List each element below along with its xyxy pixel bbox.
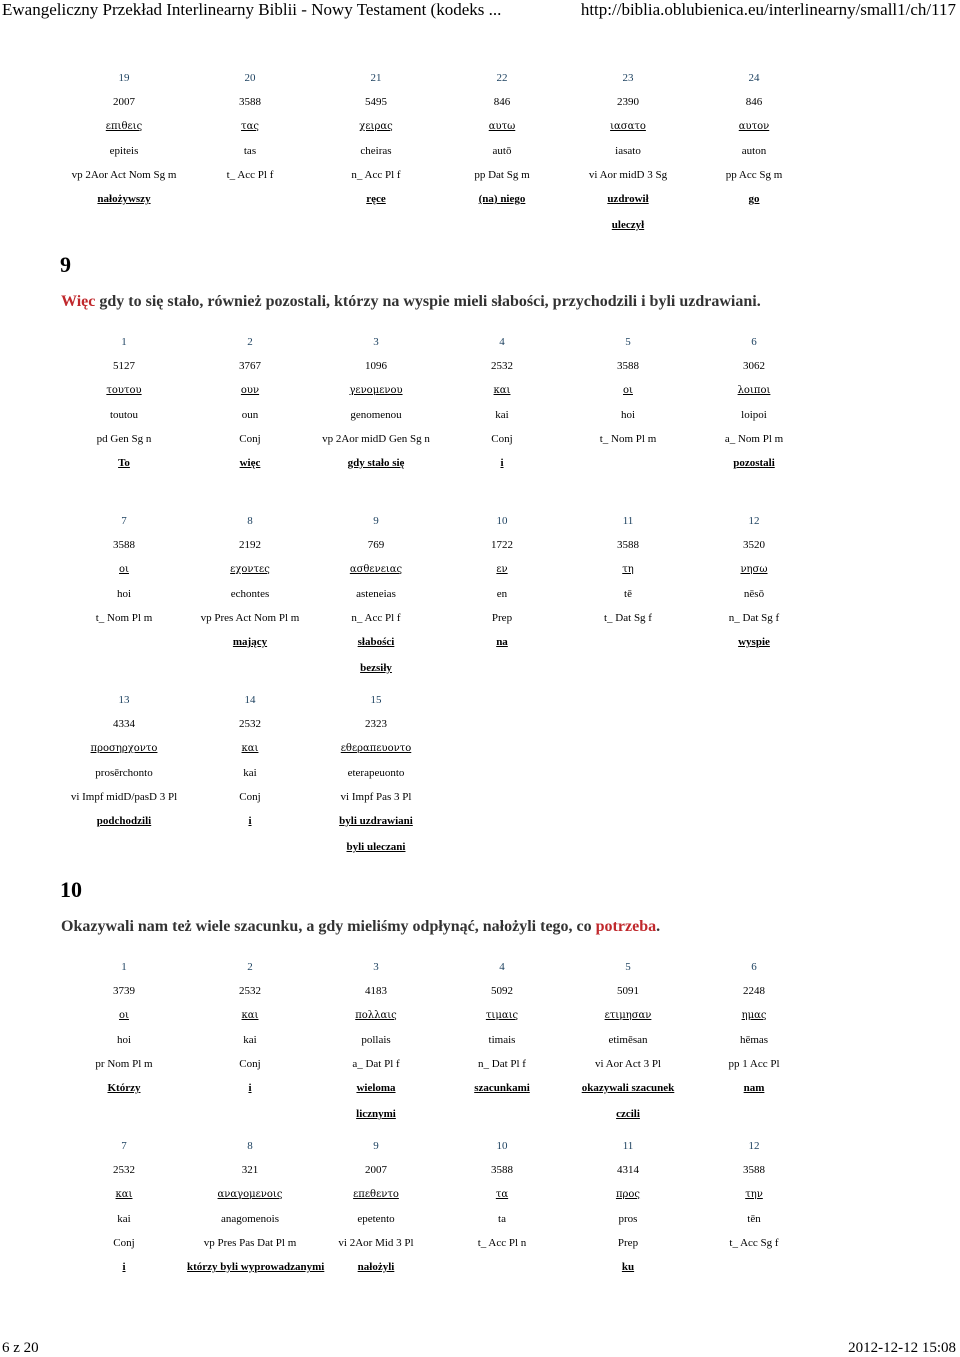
verse-text-pre: Okazywali nam też wiele szacunku, a gdy mieliśmy odpłynąć, nałożyli tego, co bbox=[61, 918, 596, 935]
morphology: a_ Nom Pl m bbox=[724, 432, 784, 445]
word-number-row bbox=[61, 1134, 817, 1158]
greek-word[interactable]: νησω bbox=[740, 563, 768, 575]
polish-translation[interactable]: ręce bbox=[366, 193, 386, 206]
greek-word-row bbox=[61, 114, 817, 138]
word-number: 9 bbox=[373, 515, 379, 528]
verse-text-highlight: potrzeba bbox=[595, 918, 657, 935]
strong-number: 3520 bbox=[743, 539, 765, 552]
word-number: 5 bbox=[625, 336, 631, 349]
transliteration: eterapeuonto bbox=[347, 766, 405, 779]
morphology: Conj bbox=[113, 1236, 135, 1249]
transliteration-row bbox=[61, 1207, 817, 1231]
transliteration: tas bbox=[243, 144, 257, 157]
morphology: vi Impf Pas 3 Pl bbox=[340, 790, 412, 803]
strong-number: 3588 bbox=[239, 96, 261, 109]
interlinear-block bbox=[61, 688, 817, 854]
morphology: Prep bbox=[491, 611, 513, 624]
strong-number: 2007 bbox=[365, 1164, 387, 1177]
transliteration: kai bbox=[243, 1033, 257, 1046]
greek-word[interactable]: τα bbox=[495, 1188, 509, 1200]
transliteration: hoi bbox=[116, 587, 132, 600]
greek-word[interactable]: εχοντες bbox=[230, 563, 270, 575]
greek-word[interactable]: λοιποι bbox=[737, 384, 771, 396]
strong-number: 3767 bbox=[239, 360, 261, 373]
strong-number: 1096 bbox=[365, 360, 387, 373]
transliteration: tē bbox=[624, 587, 632, 600]
morphology: vi 2Aor Mid 3 Pl bbox=[338, 1236, 414, 1249]
greek-word[interactable]: και bbox=[493, 384, 511, 396]
verse-text bbox=[61, 918, 660, 936]
polish-translation[interactable]: więc bbox=[239, 457, 261, 470]
word-number-row bbox=[61, 688, 817, 712]
strong-number: 3588 bbox=[617, 539, 639, 552]
word-number: 9 bbox=[373, 1140, 379, 1153]
word-number-row bbox=[61, 330, 817, 354]
interlinear-block bbox=[61, 66, 817, 232]
greek-word[interactable]: αυτον bbox=[738, 120, 770, 132]
polish-translation[interactable]: wyspie bbox=[738, 636, 770, 649]
greek-word[interactable]: ημας bbox=[741, 1009, 767, 1021]
morphology-row bbox=[61, 1231, 817, 1255]
greek-word[interactable]: τιμαις bbox=[485, 1009, 519, 1021]
morphology: vi Impf midD/pasD 3 Pl bbox=[70, 790, 178, 803]
word-number: 24 bbox=[748, 72, 760, 85]
word-number: 22 bbox=[496, 72, 508, 85]
polish-translation[interactable]: (na) niego bbox=[478, 193, 526, 206]
morphology: Conj bbox=[239, 432, 261, 445]
greek-word-row bbox=[61, 1003, 817, 1027]
transliteration: kai bbox=[495, 408, 509, 421]
transliteration: hēmas bbox=[739, 1033, 769, 1046]
polish-translation[interactable]: i bbox=[500, 457, 504, 470]
polish-translation[interactable]: mający bbox=[232, 636, 268, 649]
strong-number: 5091 bbox=[617, 985, 639, 998]
verse-text-highlight: Więc bbox=[61, 293, 96, 310]
transliteration: pollais bbox=[361, 1033, 391, 1046]
greek-word[interactable]: και bbox=[241, 1009, 259, 1021]
word-number: 5 bbox=[625, 961, 631, 974]
greek-word[interactable]: προσηρχοντο bbox=[90, 742, 158, 754]
transliteration: epetento bbox=[357, 1212, 395, 1225]
morphology: a_ Dat Pl f bbox=[352, 1057, 400, 1070]
strong-number: 2007 bbox=[113, 96, 135, 109]
transliteration: echontes bbox=[230, 587, 270, 600]
strong-number-row bbox=[61, 533, 817, 557]
transliteration: etimēsan bbox=[608, 1033, 648, 1046]
greek-word[interactable]: τας bbox=[241, 120, 259, 132]
strong-number: 2192 bbox=[239, 539, 261, 552]
polish-translation-row bbox=[61, 1255, 817, 1279]
strong-number: 3062 bbox=[743, 360, 765, 373]
polish-translation-row bbox=[61, 1076, 817, 1100]
word-number-row bbox=[61, 955, 817, 979]
verse-number: 10 bbox=[60, 877, 82, 902]
greek-word[interactable]: τουτου bbox=[106, 384, 142, 396]
polish-translation[interactable]: ku bbox=[621, 1261, 635, 1274]
greek-word-row bbox=[61, 1182, 817, 1206]
transliteration: cheiras bbox=[360, 144, 392, 157]
greek-word[interactable]: την bbox=[745, 1188, 763, 1200]
transliteration: hoi bbox=[116, 1033, 132, 1046]
strong-number: 5127 bbox=[113, 360, 135, 373]
interlinear-block bbox=[61, 1134, 817, 1279]
transliteration: hoi bbox=[620, 408, 636, 421]
polish-translation-row bbox=[61, 451, 817, 475]
word-number: 1 bbox=[121, 961, 127, 974]
greek-word[interactable]: επεθεντο bbox=[353, 1188, 399, 1200]
strong-number-row bbox=[61, 90, 817, 114]
strong-number: 2532 bbox=[113, 1164, 135, 1177]
morphology-row bbox=[61, 606, 817, 630]
word-number: 11 bbox=[622, 1140, 634, 1153]
greek-word-row bbox=[61, 378, 817, 402]
word-number: 3 bbox=[373, 336, 379, 349]
polish-translation[interactable]: nam bbox=[743, 1082, 765, 1095]
alternate-translation[interactable]: bezsiły bbox=[360, 662, 392, 675]
transliteration: iasato bbox=[615, 144, 641, 157]
interlinear-block bbox=[61, 330, 817, 475]
transliteration: autō bbox=[492, 144, 512, 157]
interlinear-block bbox=[61, 955, 817, 1121]
word-number: 8 bbox=[247, 1140, 253, 1153]
greek-word[interactable]: εθεραπευοντο bbox=[340, 742, 412, 754]
strong-number: 2390 bbox=[617, 96, 639, 109]
transliteration: toutou bbox=[109, 408, 139, 421]
morphology: Conj bbox=[239, 1057, 261, 1070]
polish-translation[interactable]: okazywali szacunek bbox=[581, 1082, 675, 1095]
strong-number: 3588 bbox=[743, 1164, 765, 1177]
strong-number: 846 bbox=[745, 96, 763, 109]
word-number: 13 bbox=[118, 694, 130, 707]
alternate-translation[interactable]: byli uleczani bbox=[346, 841, 406, 854]
transliteration-row bbox=[61, 582, 817, 606]
polish-translation[interactable]: pozostali bbox=[733, 457, 775, 470]
transliteration: ta bbox=[498, 1212, 506, 1225]
morphology: t_ Acc Pl n bbox=[477, 1236, 527, 1249]
morphology: t_ Acc Pl f bbox=[226, 168, 274, 181]
polish-translation[interactable]: To bbox=[118, 457, 130, 470]
alternate-translation[interactable]: licznymi bbox=[356, 1108, 396, 1121]
word-number: 6 bbox=[751, 336, 757, 349]
strong-number-row bbox=[61, 354, 817, 378]
strong-number: 846 bbox=[493, 96, 511, 109]
morphology: vi Aor Act 3 Pl bbox=[594, 1057, 661, 1070]
polish-translation[interactable]: którzy byli wyprowadzanymi bbox=[187, 1261, 325, 1274]
polish-translation[interactable]: nałożyli bbox=[357, 1261, 395, 1274]
morphology: vp 2Aor Act Nom Sg m bbox=[71, 168, 177, 181]
morphology: pd Gen Sg n bbox=[96, 432, 152, 445]
morphology: n_ Acc Pl f bbox=[351, 611, 401, 624]
strong-number: 3588 bbox=[617, 360, 639, 373]
morphology: n_ Dat Pl f bbox=[478, 1057, 526, 1070]
word-number: 3 bbox=[373, 961, 379, 974]
greek-word[interactable]: προς bbox=[615, 1188, 641, 1200]
word-number: 4 bbox=[499, 961, 505, 974]
transliteration: timais bbox=[488, 1033, 516, 1046]
alternate-translation[interactable]: czcili bbox=[616, 1108, 640, 1121]
greek-word[interactable]: τη bbox=[622, 563, 634, 575]
word-number: 2 bbox=[247, 961, 253, 974]
transliteration: epiteis bbox=[109, 144, 139, 157]
morphology: Conj bbox=[491, 432, 513, 445]
polish-translation[interactable]: i bbox=[248, 815, 252, 828]
footer-datetime: 2012-12-12 15:08 bbox=[848, 1340, 956, 1356]
transliteration-row bbox=[61, 403, 817, 427]
word-number: 14 bbox=[244, 694, 256, 707]
morphology-row bbox=[61, 785, 817, 809]
greek-word[interactable]: γενομενου bbox=[349, 384, 403, 396]
footer-page-count: 6 z 20 bbox=[2, 1340, 39, 1356]
polish-translation[interactable]: słabości bbox=[357, 636, 395, 649]
morphology: pp Acc Sg m bbox=[725, 168, 783, 181]
morphology: t_ Dat Sg f bbox=[604, 611, 652, 624]
strong-number: 4334 bbox=[113, 718, 135, 731]
morphology: t_ Nom Pl m bbox=[95, 611, 153, 624]
morphology: Conj bbox=[239, 790, 261, 803]
word-number: 15 bbox=[370, 694, 382, 707]
word-number-row bbox=[61, 66, 817, 90]
interlinear-block bbox=[61, 509, 817, 675]
transliteration: loipoi bbox=[741, 408, 767, 421]
transliteration: en bbox=[496, 587, 508, 600]
greek-word[interactable]: ουν bbox=[240, 384, 260, 396]
transliteration: tēn bbox=[747, 1212, 761, 1225]
polish-translation[interactable]: i bbox=[248, 1082, 252, 1095]
greek-word-row bbox=[61, 557, 817, 581]
greek-word[interactable]: οι bbox=[623, 384, 633, 396]
page-header-title: Ewangeliczny Przekład Interlinearny Biblii - Nowy Testament (kodeks ... bbox=[2, 0, 502, 19]
morphology: vi Aor midD 3 Sg bbox=[588, 168, 668, 181]
strong-number: 3588 bbox=[491, 1164, 513, 1177]
transliteration-row bbox=[61, 761, 817, 785]
polish-translation[interactable]: i bbox=[122, 1261, 126, 1274]
alternate-translation[interactable]: uleczył bbox=[611, 219, 645, 232]
word-number: 12 bbox=[748, 1140, 760, 1153]
transliteration: nēsō bbox=[743, 587, 765, 600]
strong-number: 2532 bbox=[491, 360, 513, 373]
greek-word[interactable]: αυτω bbox=[488, 120, 516, 132]
word-number: 11 bbox=[622, 515, 634, 528]
greek-word[interactable]: εν bbox=[496, 563, 508, 575]
polish-translation-row bbox=[61, 809, 817, 833]
transliteration: asteneias bbox=[356, 587, 396, 600]
word-number-row bbox=[61, 509, 817, 533]
strong-number-row bbox=[61, 979, 817, 1003]
word-number: 7 bbox=[121, 1140, 127, 1153]
polish-translation[interactable]: wieloma bbox=[356, 1082, 396, 1095]
strong-number: 1722 bbox=[491, 539, 513, 552]
word-number: 12 bbox=[748, 515, 760, 528]
polish-translation-row bbox=[61, 630, 817, 654]
strong-number: 4183 bbox=[365, 985, 387, 998]
word-number: 7 bbox=[121, 515, 127, 528]
verse-text-post: gdy to się stało, również pozostali, którzy na wyspie mieli słabości, przychodzili i byli uzdrawiani. bbox=[95, 293, 761, 310]
transliteration: genomenou bbox=[350, 408, 402, 421]
morphology: t_ Acc Sg f bbox=[729, 1236, 779, 1249]
greek-word[interactable]: πολλαις bbox=[355, 1009, 397, 1021]
greek-word[interactable]: αναγομενοις bbox=[217, 1188, 283, 1200]
strong-number: 2323 bbox=[365, 718, 387, 731]
word-number: 21 bbox=[370, 72, 382, 85]
morphology: t_ Nom Pl m bbox=[599, 432, 657, 445]
verse-text bbox=[61, 293, 761, 311]
verse-number: 9 bbox=[60, 252, 71, 277]
page-header-url[interactable]: http://biblia.oblubienica.eu/interlinearny/small1/ch/117 bbox=[580, 0, 956, 19]
strong-number: 4314 bbox=[617, 1164, 639, 1177]
strong-number: 2248 bbox=[743, 985, 765, 998]
strong-number: 3739 bbox=[113, 985, 135, 998]
strong-number: 5495 bbox=[365, 96, 387, 109]
word-number: 1 bbox=[121, 336, 127, 349]
word-number: 20 bbox=[244, 72, 256, 85]
polish-translation[interactable]: na bbox=[496, 636, 508, 649]
morphology: Prep bbox=[617, 1236, 639, 1249]
morphology: n_ Acc Pl f bbox=[351, 168, 401, 181]
greek-word[interactable]: χειρας bbox=[359, 120, 393, 132]
polish-translation-row bbox=[61, 187, 817, 211]
verse-text-post: . bbox=[656, 918, 661, 935]
polish-translation[interactable]: gdy stało się bbox=[347, 457, 405, 470]
greek-word[interactable]: ιασατο bbox=[610, 120, 646, 132]
strong-number: 2532 bbox=[239, 718, 261, 731]
morphology: pp Dat Sg m bbox=[474, 168, 530, 181]
greek-word[interactable]: ετιμησαν bbox=[604, 1009, 652, 1021]
transliteration-row bbox=[61, 1028, 817, 1052]
greek-word[interactable]: ασθενειας bbox=[349, 563, 403, 575]
transliteration: oun bbox=[241, 408, 259, 421]
strong-number: 2532 bbox=[239, 985, 261, 998]
polish-translation[interactable]: byli uzdrawiani bbox=[339, 815, 413, 828]
strong-number: 5092 bbox=[491, 985, 513, 998]
transliteration: kai bbox=[243, 766, 257, 779]
word-number: 6 bbox=[751, 961, 757, 974]
word-number: 19 bbox=[118, 72, 130, 85]
transliteration: prosērchonto bbox=[95, 766, 153, 779]
greek-word[interactable]: και bbox=[241, 742, 259, 754]
word-number: 10 bbox=[496, 515, 508, 528]
transliteration: anagomenois bbox=[220, 1212, 280, 1225]
polish-translation[interactable]: nałożywszy bbox=[97, 193, 151, 206]
morphology-row bbox=[61, 163, 817, 187]
strong-number: 769 bbox=[367, 539, 385, 552]
morphology: vp 2Aor midD Gen Sg n bbox=[322, 432, 430, 445]
transliteration: auton bbox=[741, 144, 767, 157]
morphology: vp Pres Pas Dat Pl m bbox=[203, 1236, 297, 1249]
strong-number: 321 bbox=[241, 1164, 259, 1177]
greek-word[interactable]: οι bbox=[119, 1009, 129, 1021]
strong-number: 3588 bbox=[113, 539, 135, 552]
strong-number-row bbox=[61, 712, 817, 736]
polish-translation[interactable]: szacunkami bbox=[474, 1082, 530, 1095]
greek-word[interactable]: επιθεις bbox=[105, 120, 143, 132]
polish-translation[interactable]: uzdrowił bbox=[607, 193, 649, 206]
transliteration: pros bbox=[618, 1212, 638, 1225]
greek-word-row bbox=[61, 736, 817, 760]
morphology-row bbox=[61, 427, 817, 451]
polish-translation[interactable]: Którzy bbox=[107, 1082, 141, 1095]
word-number: 23 bbox=[622, 72, 634, 85]
strong-number-row bbox=[61, 1158, 817, 1182]
polish-translation[interactable]: podchodzili bbox=[96, 815, 152, 828]
word-number: 10 bbox=[496, 1140, 508, 1153]
greek-word[interactable]: οι bbox=[119, 563, 129, 575]
morphology: n_ Dat Sg f bbox=[728, 611, 780, 624]
morphology-row bbox=[61, 1052, 817, 1076]
word-number: 2 bbox=[247, 336, 253, 349]
word-number: 8 bbox=[247, 515, 253, 528]
transliteration-row bbox=[61, 139, 817, 163]
morphology: pp 1 Acc Pl bbox=[728, 1057, 780, 1070]
greek-word[interactable]: και bbox=[115, 1188, 133, 1200]
morphology: vp Pres Act Nom Pl m bbox=[200, 611, 300, 624]
polish-translation[interactable]: go bbox=[748, 193, 760, 206]
transliteration: kai bbox=[117, 1212, 131, 1225]
morphology: pr Nom Pl m bbox=[95, 1057, 153, 1070]
word-number: 4 bbox=[499, 336, 505, 349]
